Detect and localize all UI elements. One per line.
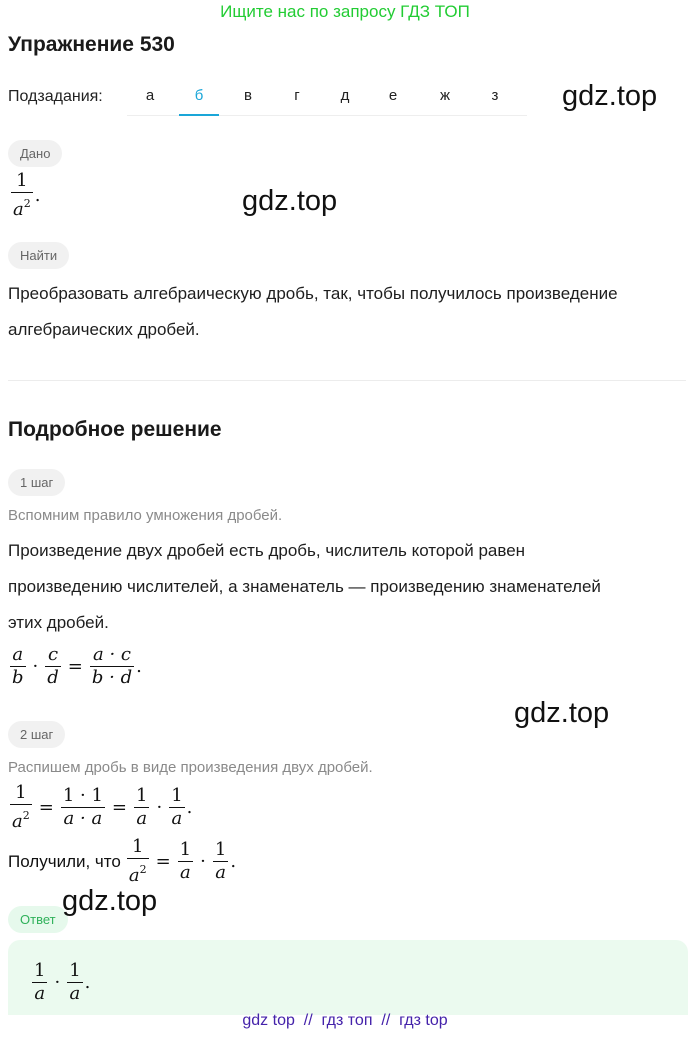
fraction-c-d [45, 644, 61, 689]
multiply-sign: · [32, 656, 39, 677]
denominator: b [12, 667, 24, 688]
watermark: gdz.top [562, 80, 658, 112]
tab-g[interactable]: г [294, 87, 300, 104]
denominator: a [136, 808, 148, 829]
watermark: gdz.top [242, 185, 338, 217]
multiply-sign: · [54, 972, 61, 993]
fraction-one-over-a-squared [10, 782, 32, 833]
solution-heading: Подробное решение [8, 418, 222, 441]
tab-b[interactable]: б [179, 80, 219, 116]
denominator: $a^2$ [12, 809, 30, 832]
denominator: d [47, 667, 59, 688]
answer-box [8, 940, 688, 1015]
numerator: 1 [15, 782, 27, 803]
watermark: gdz.top [514, 697, 610, 729]
given-formula [9, 170, 40, 221]
numerator: 1 [69, 960, 81, 981]
given-pill: Дано [8, 140, 62, 167]
step-2-pill: 2 шаг [8, 721, 65, 748]
find-text-line-2: алгебраических дробей. [8, 320, 200, 339]
footer-links: gdz top // гдз топ // гдз top [242, 1012, 448, 1029]
denominator: a [171, 808, 183, 829]
step-2-result [8, 836, 236, 887]
period: . [230, 851, 237, 872]
fraction-one-over-a [67, 960, 82, 1005]
equals-sign: = [67, 656, 83, 677]
denominator: a [215, 862, 226, 883]
equals-sign: = [111, 797, 127, 818]
denominator: a [69, 983, 81, 1004]
fraction-one-over-a-squared [127, 836, 149, 887]
tab-z[interactable]: з [491, 87, 499, 104]
answer-formula [30, 960, 90, 1005]
step-1-pill: 1 шаг [8, 469, 65, 496]
fraction-one-over-a [32, 960, 47, 1005]
watermark: gdz.top [62, 885, 158, 917]
tab-e[interactable]: е [388, 87, 398, 104]
period: . [136, 656, 142, 677]
denominator: a · a [63, 808, 103, 829]
fraction-one-over-a [178, 839, 193, 884]
fraction-product [90, 644, 134, 689]
tab-v[interactable]: в [244, 87, 252, 104]
fraction-expanded [61, 785, 105, 830]
numerator: 1 [136, 785, 148, 806]
step-1-line-3: этих дробей. [8, 613, 109, 632]
numerator: a [12, 644, 24, 665]
denominator: $a^2$ [128, 863, 147, 886]
tab-a[interactable]: а [145, 87, 155, 104]
numerator: 1 [16, 170, 28, 191]
equals-sign: = [38, 797, 54, 818]
step-1-hint: Вспомним правило умножения дробей. [8, 507, 283, 524]
fraction-a-b [10, 644, 26, 689]
find-pill: Найти [8, 242, 69, 269]
denominator: a [180, 862, 191, 883]
numerator: 1 [131, 836, 144, 857]
result-prefix: Получили, что [8, 851, 121, 871]
find-text-line-1: Преобразовать алгебраическую дробь, так, чтобы получилось произведение [8, 284, 618, 303]
step-1-line-2: произведению числителей, а знаменатель — произведению знаменателей [8, 577, 601, 596]
denominator: $a^2$ [13, 197, 31, 220]
subtask-tabs [127, 80, 527, 116]
numerator: 1 [179, 839, 192, 860]
numerator: 1 [214, 839, 227, 860]
period: . [186, 797, 193, 818]
fraction-one-over-a [169, 785, 184, 830]
numerator: 1 [34, 960, 46, 981]
numerator: c [47, 644, 59, 665]
search-banner: Ищите нас по запросу ГДЗ ТОП [220, 2, 470, 21]
step-2-formula [8, 782, 192, 833]
numerator: 1 · 1 [62, 785, 103, 806]
period: . [84, 972, 91, 993]
numerator: a · c [93, 644, 131, 665]
tab-d[interactable]: д [340, 87, 350, 104]
denominator: b · d [91, 667, 133, 688]
equals-sign: = [155, 851, 171, 872]
subtasks-label: Подзадания: [8, 88, 103, 105]
denominator: a [34, 983, 46, 1004]
fraction-one-over-a [134, 785, 149, 830]
divider [8, 380, 686, 381]
step-1-formula [8, 644, 142, 689]
numerator: 1 [171, 785, 183, 806]
fraction-one-over-a [213, 839, 228, 884]
step-1-line-1: Произведение двух дробей есть дробь, числитель которой равен [8, 541, 526, 560]
period: . [34, 185, 41, 206]
multiply-sign: · [156, 797, 163, 818]
page-title: Упражнение 530 [8, 33, 175, 56]
answer-pill: Ответ [8, 906, 68, 933]
multiply-sign: · [200, 851, 206, 872]
tab-zh[interactable]: ж [439, 87, 451, 104]
step-2-hint: Распишем дробь в виде произведения двух дробей. [8, 759, 373, 776]
fraction [11, 170, 33, 221]
